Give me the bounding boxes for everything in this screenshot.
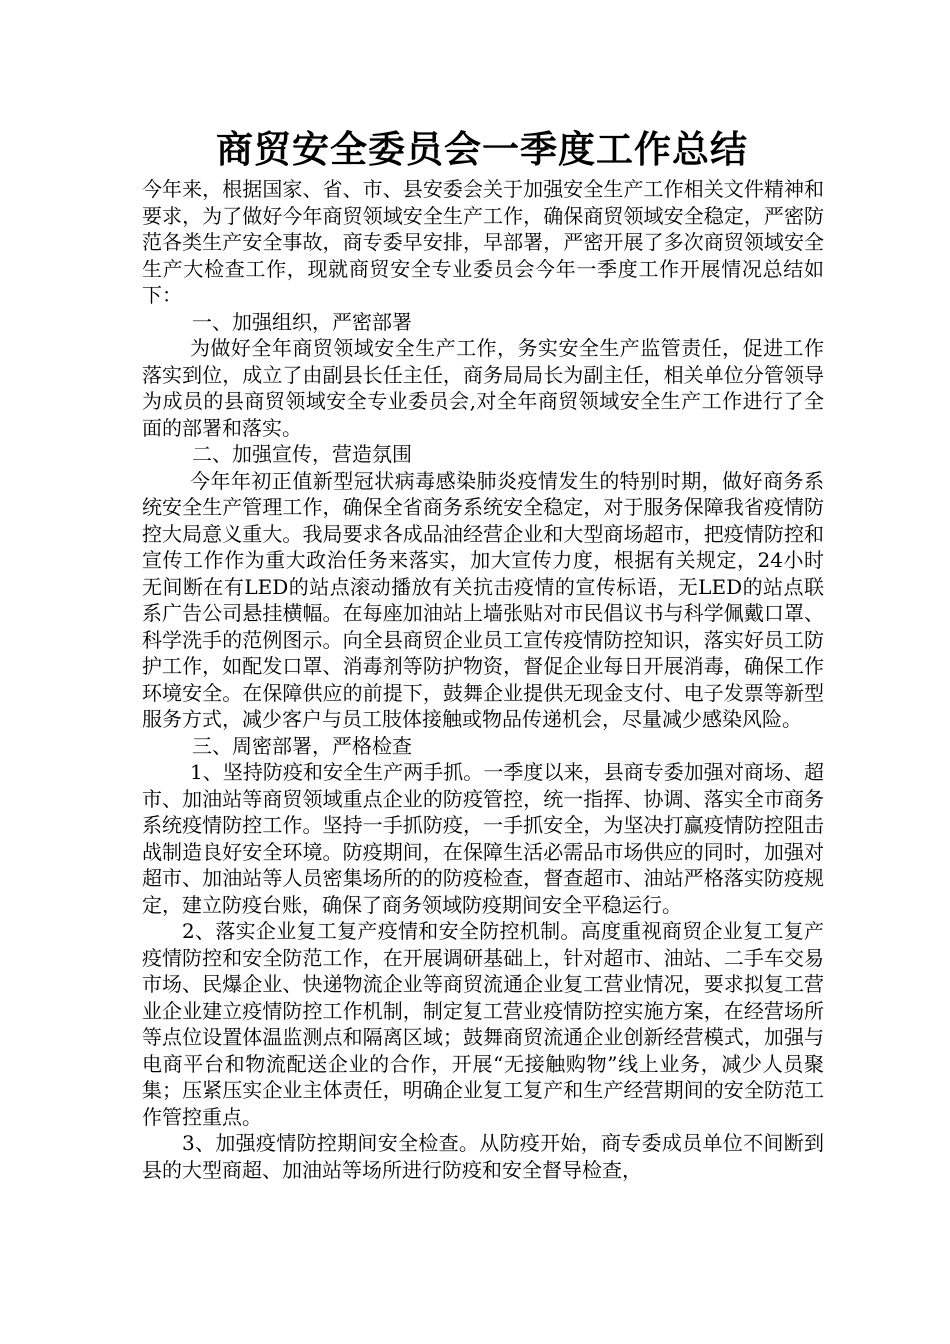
section-heading-1: 一、加强组织，严密部署 [192,309,412,334]
intro-paragraph: 今年来，根据国家、省、市、县安委会关于加强安全生产工作相关文件精神和要求，为了做好今年商贸领域安全生产工作，确保商贸领域安全稳定，严密防范各类生产安全事故，商专委早安排，早部署，严密开展了多次商贸领域安全生产大检查工作，现就商贸安全专业委员会今年一季度工作开展情况总结如下： [142,177,824,307]
section-3-item-3: 3、加强疫情防控期间安全检查。从防疫开始，商专委成员单位不间断到县的大型商超、加油站等场所进行防疫和安全督导检查， [142,1131,824,1182]
section-heading-2: 二、加强宣传，营造氛围 [192,442,412,466]
section-3-item-2: 2、落实企业复工复产疫情和安全防控机制。高度重视商贸企业复工复产疫情防控和安全防范工作，在开展调研基础上，针对超市、油站、二手车交易市场、民爆企业、快递物流企业等商贸流通企业复工营业情况，要求拟复工营业企业建立疫情防控工作机制，制定复工营业疫情防控实施方案，在经营场所等点位设置体温监测点和隔离区域；鼓舞商贸流通企业创新经营模式，加强与电商平台和物流配送企业的合作，开展“无接触购物”线上业务，减少人员聚集；压紧压实企业主体责任，明确企业复工复产和生产经营期间的安全防范工作管控重点。 [142,919,824,1129]
section-3-item-1: 1、坚持防疫和安全生产两手抓。一季度以来，县商专委加强对商场、超市、加油站等商贸领域重点企业的防疫管控，统一指挥、协调、落实全市商务系统疫情防控工作。坚持一手抓防疫，一手抓安全，为坚决打赢疫情防控阻击战制造良好安全环境。防疫期间，在保障生活必需品市场供应的同时，加强对超市、加油站等人员密集场所的的防疫检查，督查超市、油站严格落实防疫规定，建立防疫台账，确保了商务领域防疫期间安全平稳运行。 [142,760,824,917]
section-2-paragraph: 今年年初正值新型冠状病毒感染肺炎疫情发生的特别时期，做好商务系统安全生产管理工作，确保全省商务系统安全稳定，对于服务保障我省疫情防控大局意义重大。我局要求各成品油经营企业和大型商场超市，把疫情防控和宣传工作作为重大政治任务来落实，加大宣传力度，根据有关规定，24小时无间断在有LED的站点滚动播放有关抗击疫情的宣传标语，无LED的站点联系广告公司悬挂横幅。在每座加油站上墙张贴对市民倡议书与科学佩戴口罩、科学洗手的范例图示。向全县商贸企业员工宣传疫情防控知识，落实好员工防护工作，如配发口罩、消毒剂等防护物资，督促企业每日开展消毒，确保工作环境安全。在保障供应的前提下，鼓舞企业提供无现金支付、电子发票等新型服务方式，减少客户与员工肢体接触或物品传递机会，尽量减少感染风险。 [142,468,824,731]
section-1-paragraph: 为做好全年商贸领域安全生产工作，务实安全生产监管责任，促进工作落实到位，成立了由副县长任主任，商务局局长为副主任，相关单位分管领导为成员的县商贸领域安全专业委员会,对全年商贸领域安全生产工作进行了全面的部署和落实。 [142,336,824,440]
document-body [142,176,824,1183]
document-title: 商贸安全委员会一季度工作总结 [216,128,748,171]
section-heading-3: 三、周密部署，严格检查 [192,733,412,758]
